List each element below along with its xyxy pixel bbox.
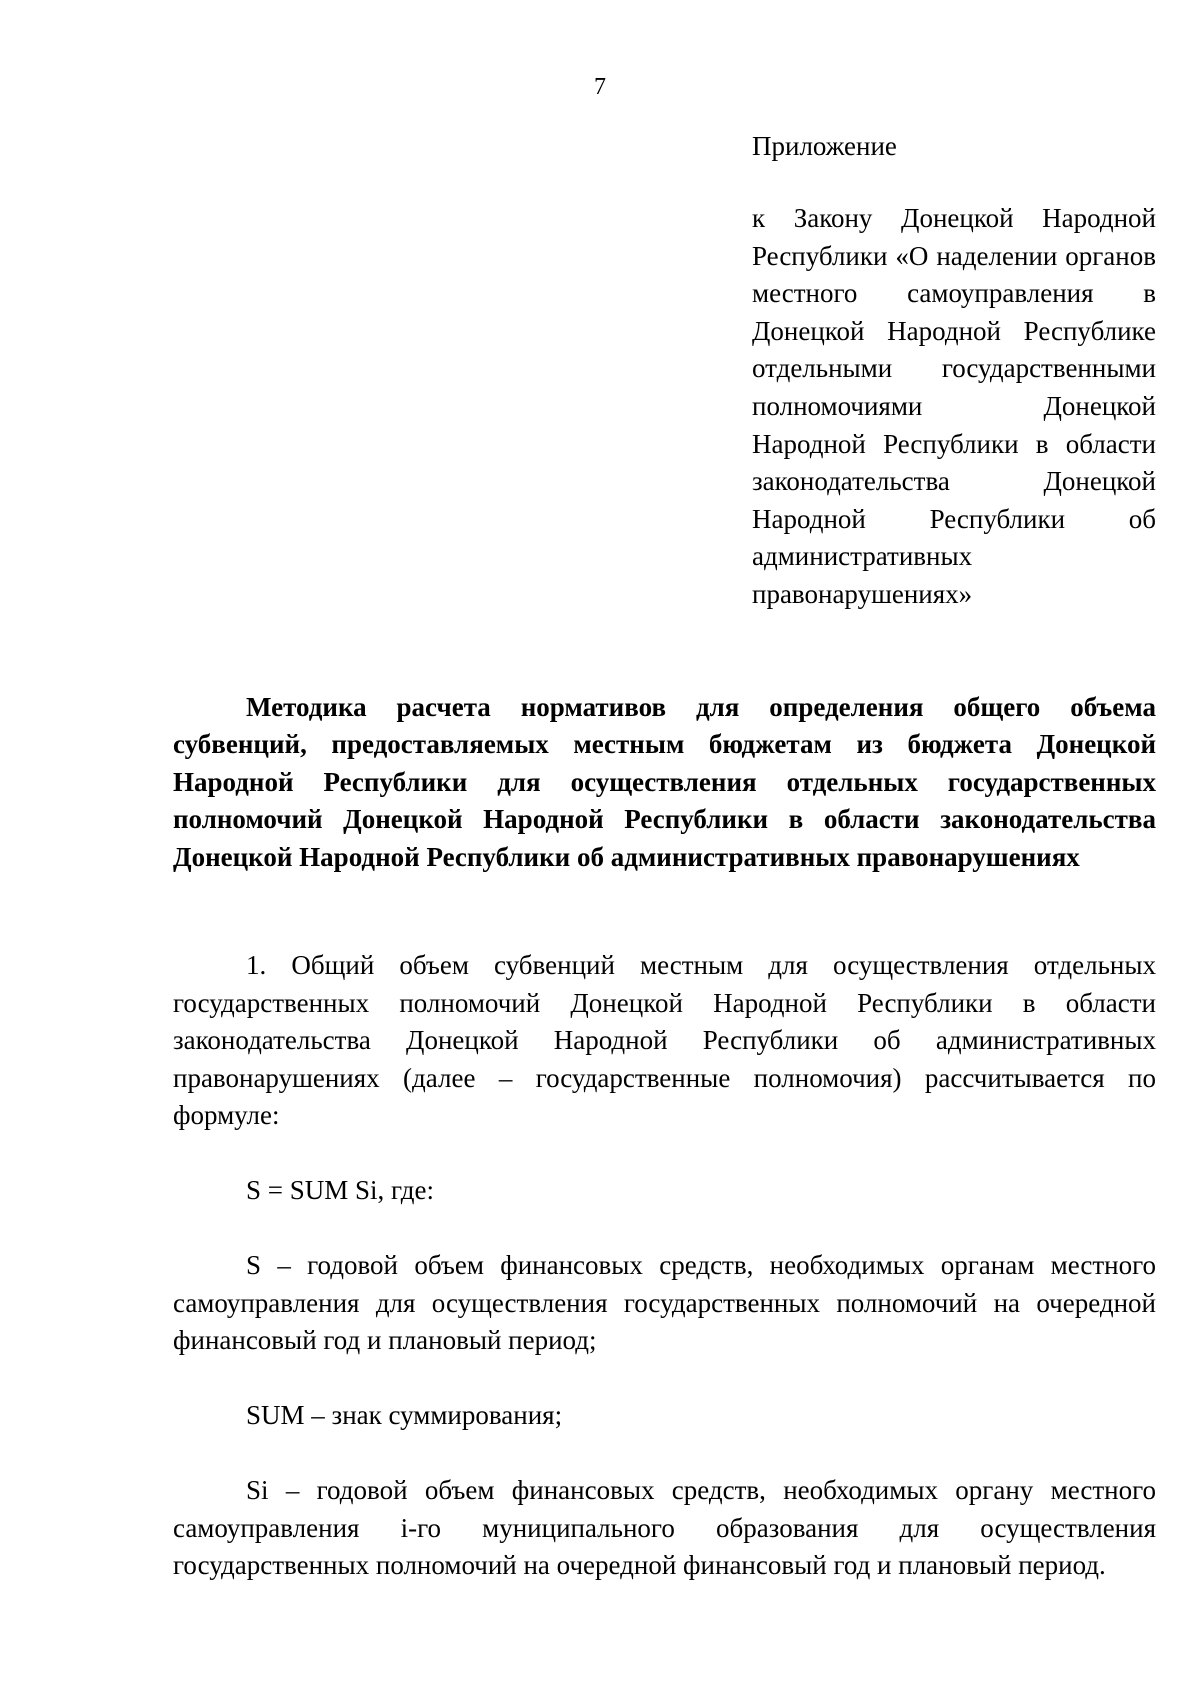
appendix-reference: к Закону Донецкой Народной Республики «О наделении органов местного самоуправления в Донецкой Народной Республике отдельными государственными полномочиями Донецкой Народной Республики в области законодательства Донецкой Народной Республики об административных правонарушениях» (752, 203, 1156, 609)
definition-sum: SUM – знак суммирования; (246, 1400, 563, 1430)
formula: S = SUM Si, где: (246, 1175, 434, 1205)
page-number: 7 (594, 74, 606, 100)
definition-si: Si – годовой объем финансовых средств, необходимых органу местного самоуправления i-го муниципального образования для осуществления государственных полномочий на очередной финансовый год и плановый период. (173, 1475, 1156, 1581)
document-heading: Методика расчета нормативов для определения общего объема субвенций, предоставляемых местным бюджетам из бюджета Донецкой Народной Республики для осуществления отдельных государственных полномочий Донецкой Народной Республики в области законодательства Донецкой Народной Республики об административных правонарушениях (173, 692, 1156, 872)
appendix-label: Приложение (752, 131, 897, 161)
definition-s: S – годовой объем финансовых средств, необходимых органам местного самоуправления для осуществления государственных полномочий на очередной финансовый год и плановый период; (173, 1250, 1156, 1356)
paragraph-1: 1. Общий объем субвенций местным для осуществления отдельных государственных полномочий Донецкой Народной Республики в области законодательства Донецкой Народной Республики об административных правонарушениях (далее – государственные полномочия) рассчитывается по формуле: (173, 950, 1156, 1131)
